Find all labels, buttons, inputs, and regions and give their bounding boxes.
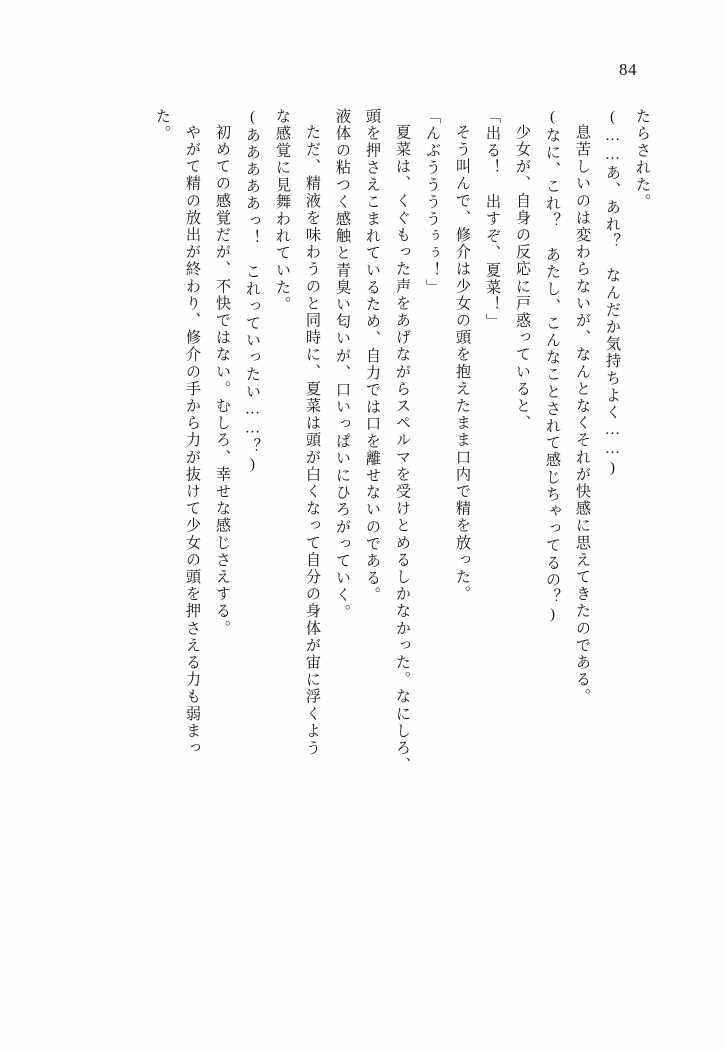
text-line: 夏菜は、くぐもった声をあげながらスペルマを受けとめるしかなかった。なにしろ、 (394, 124, 411, 774)
text-line: (あああああっ！ これっていったい……？) (244, 108, 261, 475)
text-line: た。 (154, 108, 171, 143)
text-line: そう叫んで、修介は少女の頭を抱えたまま口内で精を放った。 (454, 124, 471, 603)
text-line: 少女が、自身の反応に戸惑っていると、 (514, 124, 531, 432)
text-line: 液体の粘つく感触と青臭い匂いが、口いっぱいにひろがっていく。 (334, 108, 351, 621)
text-line: (なに、これ？ あたし、こんなことされて感じちゃってるの？) (544, 108, 561, 625)
text-line: ただ、精液を味わうのと同時に、夏菜は頭が白くなって自分の身体が宙に浮くよう (304, 124, 321, 757)
text-line: 息苦しいのは変わらないが、なんとなくそれが快感に思えてきたのである。 (574, 124, 591, 706)
vertical-text-body (70, 108, 650, 968)
text-line: 「んぶううううぅぅ！」 (424, 108, 441, 297)
text-line: 「出る！ 出すぞ、夏菜！」 (484, 108, 501, 331)
text-line: 頭を押さえこまれているため、自力では口を離せないのである。 (364, 108, 381, 604)
text-line: 初めての感覚だが、不快ではない。むしろ、幸せな感じさえする。 (214, 124, 231, 637)
text-line: な感覚に見舞われていた。 (274, 108, 291, 314)
text-line: (……あ、あれ？ なんだか気持ちよく……) (604, 108, 621, 478)
text-line: たらされた。 (634, 108, 651, 211)
text-line: やがて精の放出が終わり、修介の手から力が抜けて少女の頭を押さえる力も弱まっ (184, 124, 201, 757)
page-number: 84 (619, 60, 637, 79)
